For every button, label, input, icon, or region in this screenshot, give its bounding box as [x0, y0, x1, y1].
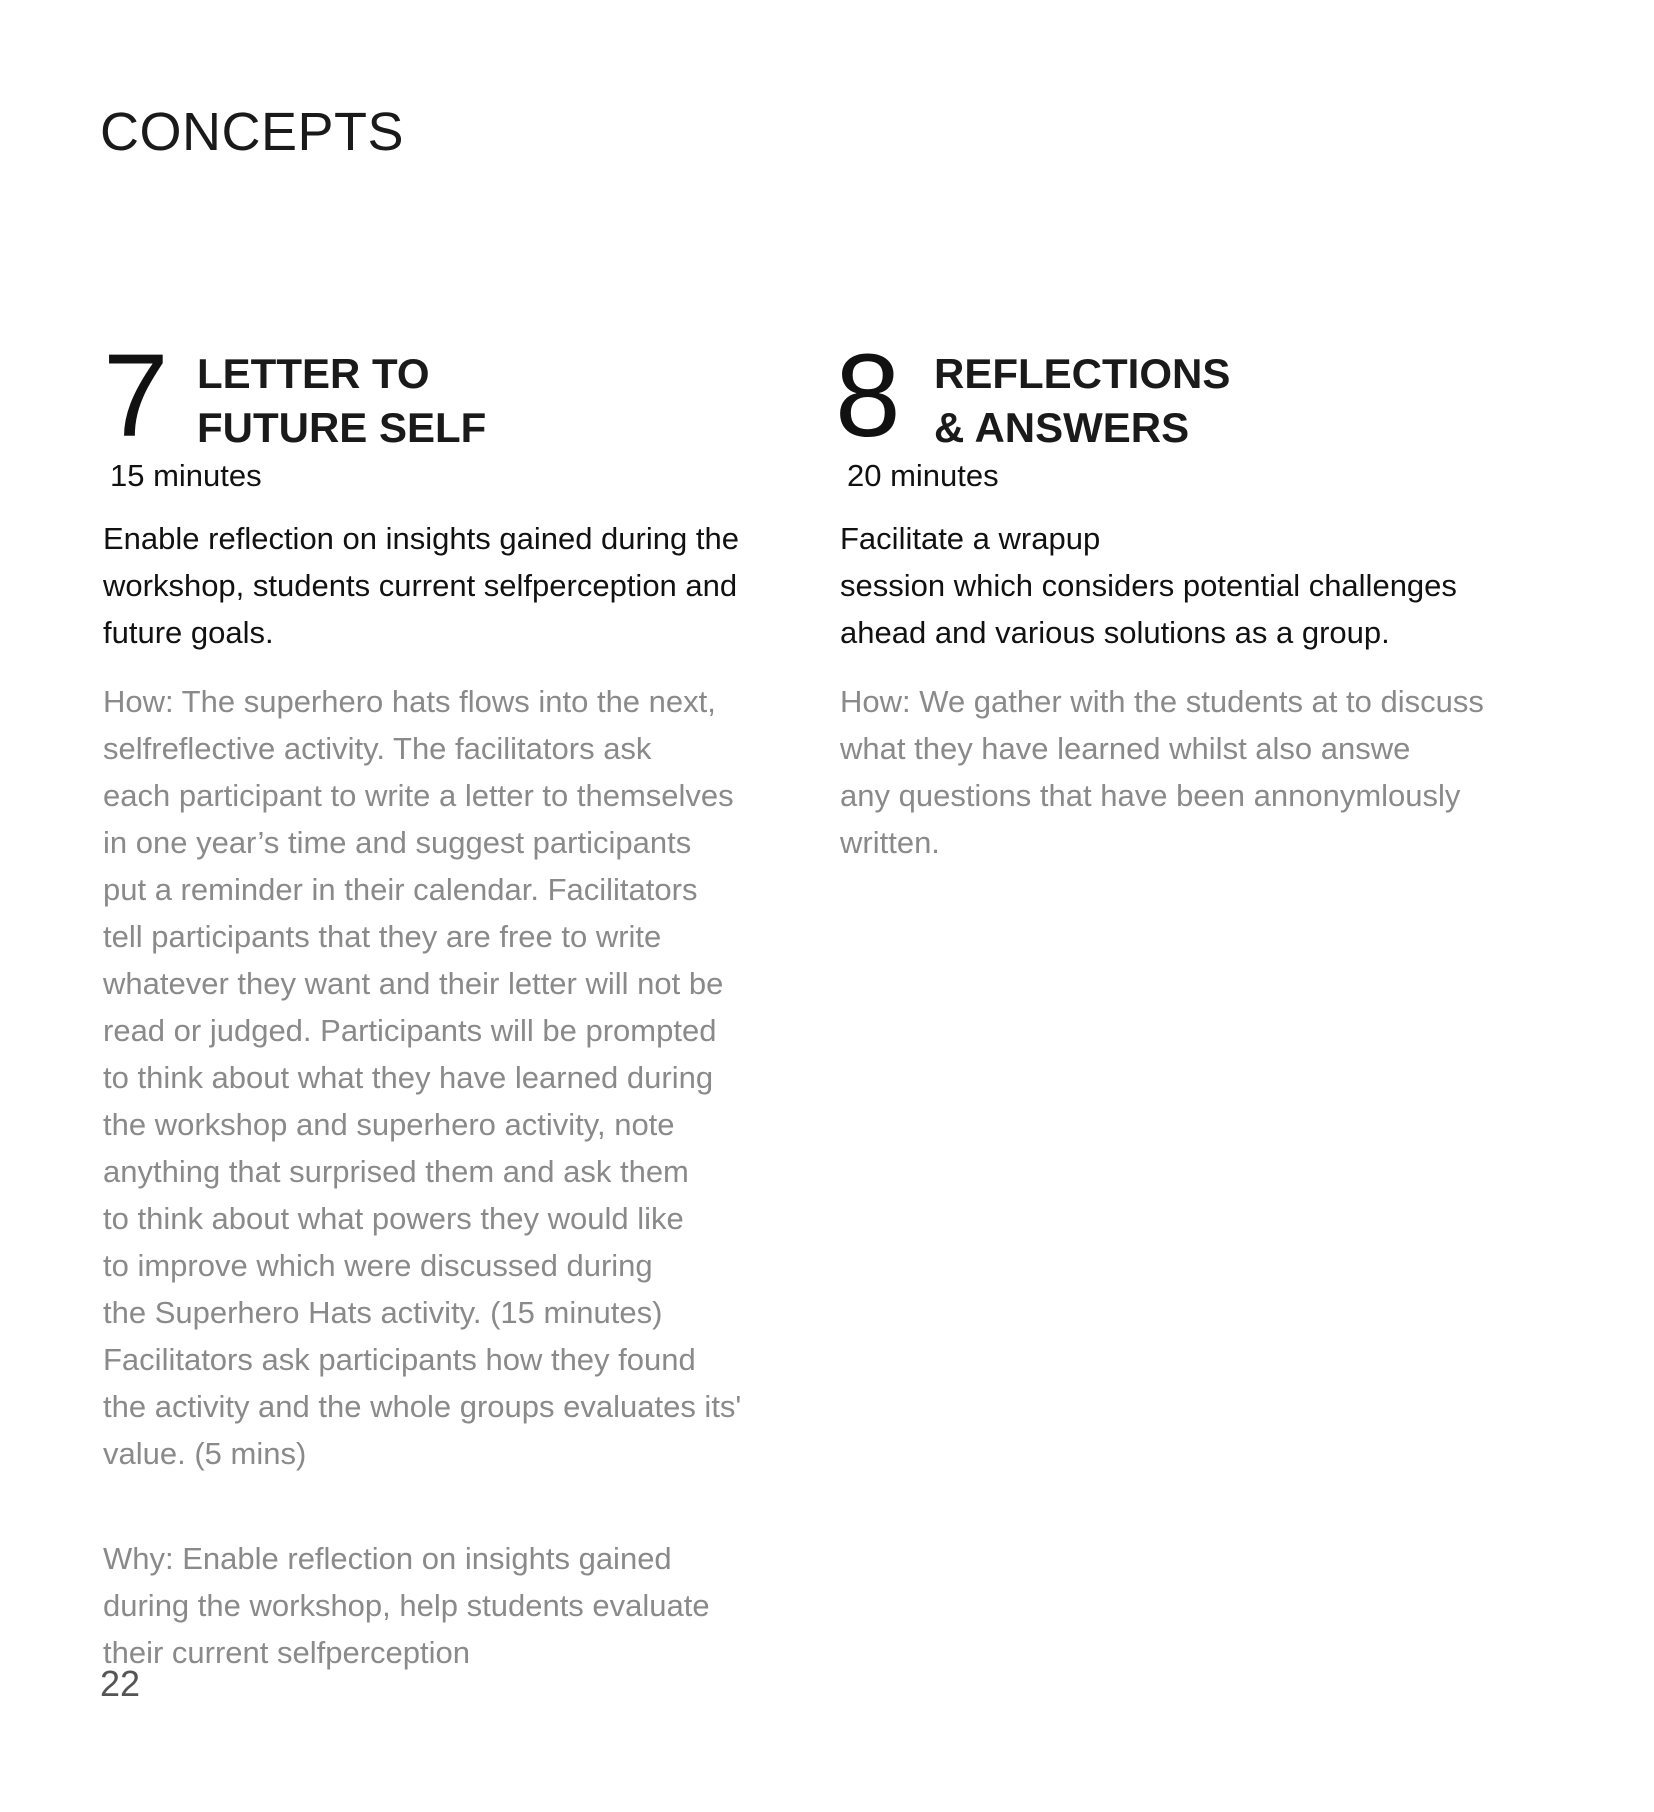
- activity-title-line: LETTER TO: [197, 350, 430, 397]
- how-line: value. (5 mins): [103, 1436, 307, 1471]
- activity-8-header: [835, 330, 1560, 462]
- why-line: Why: Enable reflection on insights gained: [103, 1541, 672, 1576]
- how-line: in one year’s time and suggest participants: [103, 825, 692, 860]
- activity-duration: 15 minutes: [110, 458, 262, 493]
- activity-7-header: [103, 330, 823, 462]
- activity-title-line: FUTURE SELF: [197, 404, 487, 451]
- how-line: selfreflective activity. The facilitators ask: [103, 731, 652, 766]
- how-line: tell participants that they are free to write: [103, 919, 662, 954]
- summary-line: Enable reflection on insights gained during the: [103, 521, 739, 556]
- how-line: to think about what powers they would like: [103, 1201, 684, 1236]
- how-line: the workshop and superhero activity, note: [103, 1107, 675, 1142]
- activity-how-text: [840, 678, 1560, 866]
- how-line: whatever they want and their letter will not be: [103, 966, 724, 1001]
- how-line: any questions that have been annonymlously: [840, 778, 1461, 813]
- activity-number: 7: [103, 330, 169, 462]
- activity-title: [934, 347, 1230, 455]
- activity-number: 8: [835, 330, 901, 462]
- how-line: anything that surprised them and ask them: [103, 1154, 689, 1189]
- how-line: written.: [840, 825, 940, 860]
- activity-title: [197, 347, 486, 455]
- activity-duration: 20 minutes: [847, 458, 999, 493]
- how-line: to think about what they have learned during: [103, 1060, 714, 1095]
- summary-line: ahead and various solutions as a group.: [840, 615, 1390, 650]
- activity-7-section: [103, 330, 823, 1670]
- how-line: How: The superhero hats flows into the next,: [103, 684, 716, 719]
- how-line: to improve which were discussed during: [103, 1248, 653, 1283]
- page-title: CONCEPTS: [100, 102, 405, 162]
- how-line: each participant to write a letter to themselves: [103, 778, 734, 813]
- page-number: 22: [100, 1663, 141, 1704]
- activity-summary: [103, 515, 823, 656]
- how-line: How: We gather with the students at to discuss: [840, 684, 1484, 719]
- how-line: the Superhero Hats activity. (15 minutes): [103, 1295, 663, 1330]
- summary-line: future goals.: [103, 615, 274, 650]
- how-line: put a reminder in their calendar. Facilitators: [103, 872, 698, 907]
- activity-8-section: [835, 330, 1560, 860]
- activity-why-text: [103, 1535, 823, 1676]
- how-line: Facilitators ask participants how they found: [103, 1342, 696, 1377]
- summary-line: workshop, students current selfperception and: [103, 568, 738, 603]
- summary-line: Facilitate a wrapup: [840, 521, 1101, 556]
- activity-title-line: & ANSWERS: [934, 404, 1190, 451]
- how-line: the activity and the whole groups evaluates its': [103, 1389, 742, 1424]
- activity-summary: [840, 515, 1560, 656]
- how-line: read or judged. Participants will be prompted: [103, 1013, 717, 1048]
- why-line: their current selfperception: [103, 1635, 471, 1670]
- how-line: what they have learned whilst also answe: [840, 731, 1411, 766]
- why-line: during the workshop, help students evaluate: [103, 1588, 710, 1623]
- activity-title-line: REFLECTIONS: [934, 350, 1231, 397]
- summary-line: session which considers potential challenges: [840, 568, 1457, 603]
- activity-how-text: [103, 678, 823, 1477]
